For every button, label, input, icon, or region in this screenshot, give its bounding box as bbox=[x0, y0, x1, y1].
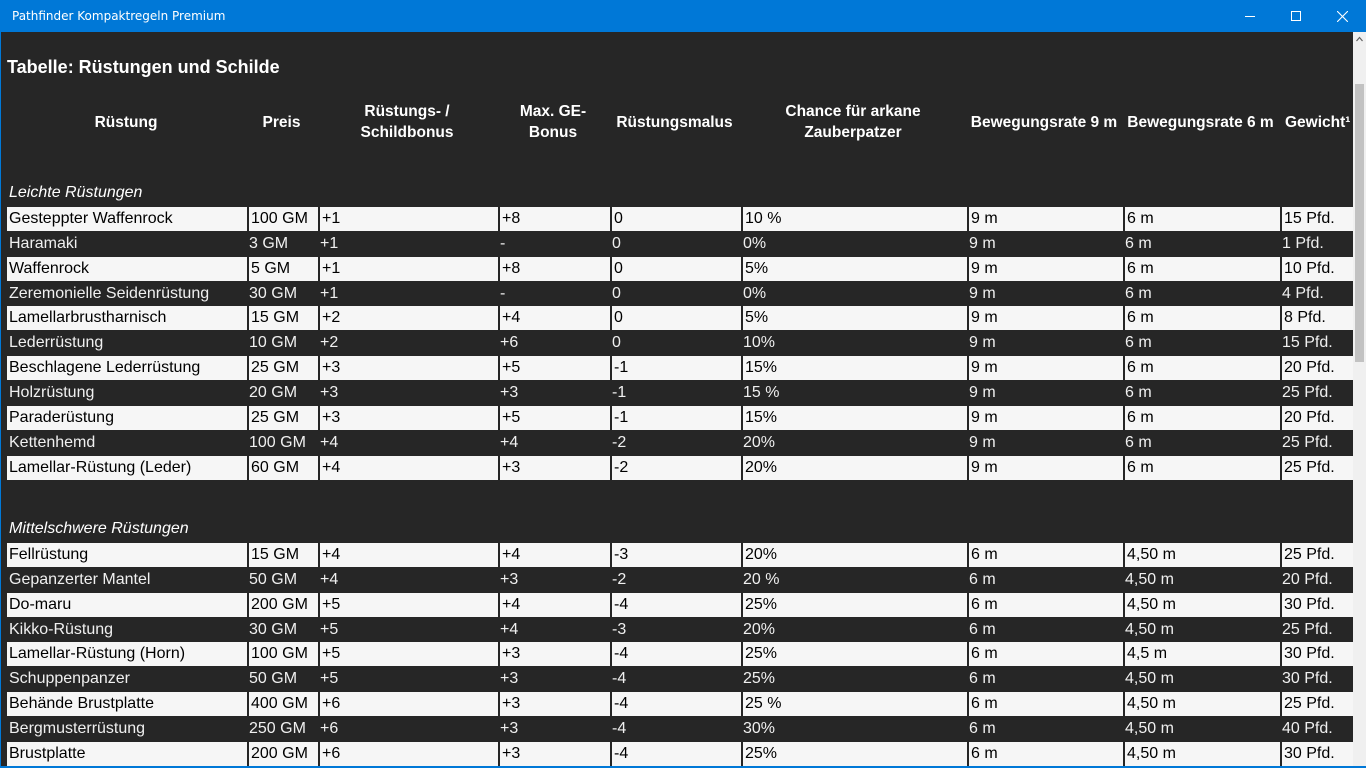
table-cell: 4 Pfd. bbox=[1282, 285, 1324, 302]
close-button[interactable] bbox=[1319, 0, 1365, 32]
table-cell: 15 % bbox=[743, 384, 780, 401]
table-row bbox=[7, 356, 1353, 380]
table-cell: 20 Pfd. bbox=[1282, 571, 1333, 588]
table-cell: -2 bbox=[610, 456, 741, 480]
content-area bbox=[1, 32, 1353, 766]
table-cell: Waffenrock bbox=[9, 260, 90, 277]
table-cell: Brustplatte bbox=[9, 745, 86, 762]
table-cell: +4 bbox=[320, 571, 339, 588]
table-cell: 20 % bbox=[743, 571, 780, 588]
table-cell: +4 bbox=[500, 621, 519, 638]
table-cell: +5 bbox=[498, 406, 610, 430]
table-cell: -2 bbox=[612, 571, 627, 588]
table-row bbox=[7, 456, 1353, 480]
table-row bbox=[7, 593, 1353, 617]
table-cell: 250 GM bbox=[249, 720, 306, 737]
table-cell: 30 GM bbox=[249, 285, 298, 302]
table-cell: Behände Brustplatte bbox=[9, 695, 154, 712]
table-cell: 10 % bbox=[741, 207, 967, 231]
title-bar[interactable] bbox=[0, 0, 1366, 32]
table-cell: 5% bbox=[741, 257, 967, 281]
table-cell: 6 m bbox=[1123, 456, 1280, 480]
table-cell: 25 GM bbox=[247, 356, 318, 380]
table-cell: -2 bbox=[612, 434, 627, 451]
table-cell: 9 m bbox=[969, 334, 996, 351]
table-cell: Haramaki bbox=[9, 235, 78, 252]
table-cell: 100 GM bbox=[249, 434, 306, 451]
table-cell: 6 m bbox=[1125, 334, 1152, 351]
table-cell: -4 bbox=[612, 720, 627, 737]
table-cell: Kettenhemd bbox=[9, 434, 96, 451]
table-cell: 25% bbox=[741, 593, 967, 617]
table-cell: 6 m bbox=[1125, 434, 1152, 451]
table-cell: 6 m bbox=[1123, 257, 1280, 281]
table-cell: 4,50 m bbox=[1123, 742, 1280, 766]
table-cell: 0% bbox=[743, 285, 767, 302]
table-cell: 15 Pfd. bbox=[1280, 207, 1353, 231]
table-cell: +4 bbox=[320, 434, 339, 451]
table-cell: Schuppenpanzer bbox=[9, 670, 130, 687]
column-header: Chance für arkane Zauberpatzer bbox=[785, 103, 921, 141]
table-cell: 6 m bbox=[1123, 406, 1280, 430]
table-cell: - bbox=[500, 235, 506, 252]
table-cell: 0% bbox=[743, 235, 767, 252]
table-cell: 4,5 m bbox=[1123, 642, 1280, 666]
table-cell: +5 bbox=[498, 356, 610, 380]
table-cell: 3 GM bbox=[249, 235, 289, 252]
table-cell: Zeremonielle Seidenrüstung bbox=[9, 285, 210, 302]
table-cell: 15% bbox=[741, 406, 967, 430]
table-cell: +3 bbox=[320, 384, 339, 401]
table-cell: +4 bbox=[318, 456, 498, 480]
table-cell: -4 bbox=[610, 593, 741, 617]
table-cell: 9 m bbox=[967, 306, 1123, 330]
table-cell: 25% bbox=[741, 742, 967, 766]
table-cell: +1 bbox=[318, 257, 498, 281]
table-cell: +2 bbox=[318, 306, 498, 330]
column-header: Gewicht¹ bbox=[1285, 113, 1351, 131]
table-cell: 10 GM bbox=[249, 334, 298, 351]
table-cell: Holzrüstung bbox=[9, 384, 95, 401]
vertical-scrollbar[interactable] bbox=[1353, 32, 1366, 766]
table-cell: Lamellar-Rüstung (Horn) bbox=[9, 645, 186, 662]
table-cell: 6 m bbox=[1123, 356, 1280, 380]
scrollbar-thumb[interactable] bbox=[1355, 84, 1364, 362]
table-cell: 4,50 m bbox=[1123, 692, 1280, 716]
table-cell: 20% bbox=[741, 543, 967, 567]
table-cell: +6 bbox=[318, 692, 498, 716]
table-cell: Bergmusterrüstung bbox=[9, 720, 146, 737]
minimize-icon bbox=[1245, 11, 1255, 21]
table-cell: 0 bbox=[610, 306, 741, 330]
table-cell: +8 bbox=[498, 257, 610, 281]
table-row bbox=[7, 331, 1353, 355]
table-cell: 6 m bbox=[967, 543, 1123, 567]
table-cell: +3 bbox=[500, 571, 519, 588]
table-cell: -4 bbox=[610, 692, 741, 716]
table-cell: +2 bbox=[320, 334, 339, 351]
table-cell: Fellrüstung bbox=[9, 546, 89, 563]
table-row bbox=[7, 642, 1353, 666]
table-cell: +5 bbox=[320, 670, 339, 687]
minimize-button[interactable] bbox=[1227, 0, 1273, 32]
table-cell: 6 m bbox=[1123, 306, 1280, 330]
table-row bbox=[7, 543, 1353, 567]
table-cell: 0 bbox=[612, 235, 621, 252]
column-header: Preis bbox=[262, 113, 301, 131]
table-row bbox=[7, 257, 1353, 281]
table-cell: 4,50 m bbox=[1125, 621, 1174, 638]
section-label: Mittelschwere Rüstungen bbox=[9, 520, 189, 537]
table-cell: Lederrüstung bbox=[9, 334, 104, 351]
table-cell: 6 m bbox=[1125, 235, 1152, 252]
table-cell: 9 m bbox=[969, 384, 996, 401]
table-cell: +5 bbox=[318, 642, 498, 666]
table-cell: Beschlagene Lederrüstung bbox=[9, 359, 201, 376]
table-row bbox=[7, 381, 1353, 405]
table-cell: 9 m bbox=[969, 285, 996, 302]
table-cell: 25% bbox=[743, 670, 776, 687]
maximize-icon bbox=[1291, 11, 1301, 21]
table-cell: 25 Pfd. bbox=[1282, 434, 1333, 451]
section-label: Leichte Rüstungen bbox=[9, 184, 143, 201]
table-cell: -1 bbox=[612, 384, 627, 401]
table-row bbox=[7, 306, 1353, 330]
table-cell: Lamellar-Rüstung (Leder) bbox=[9, 459, 192, 476]
table-cell: +4 bbox=[498, 306, 610, 330]
table-cell: 400 GM bbox=[247, 692, 318, 716]
table-cell: +6 bbox=[500, 334, 519, 351]
column-header: Rüstungs- / Schildbonus bbox=[360, 103, 454, 141]
table-cell: 6 m bbox=[969, 571, 996, 588]
table-cell: +3 bbox=[500, 720, 519, 737]
table-cell: 9 m bbox=[967, 257, 1123, 281]
column-header: Rüstungsmalus bbox=[616, 113, 733, 131]
table-cell: 9 m bbox=[967, 207, 1123, 231]
table-cell: 25% bbox=[741, 642, 967, 666]
table-cell: +3 bbox=[498, 742, 610, 766]
table-cell: +5 bbox=[320, 621, 339, 638]
table-cell: +3 bbox=[318, 356, 498, 380]
table-cell: 25 Pfd. bbox=[1282, 384, 1333, 401]
table-cell: +4 bbox=[498, 593, 610, 617]
table-cell: +1 bbox=[320, 235, 339, 252]
table-cell: Do-maru bbox=[9, 596, 72, 613]
table-cell: 50 GM bbox=[249, 571, 298, 588]
table-cell: +5 bbox=[318, 593, 498, 617]
table-cell: 20% bbox=[743, 621, 776, 638]
table-cell: -4 bbox=[610, 742, 741, 766]
table-cell: 6 m bbox=[1123, 207, 1280, 231]
table-cell: 8 Pfd. bbox=[1280, 306, 1353, 330]
table-cell: 25 Pfd. bbox=[1280, 456, 1353, 480]
column-header: Max. GE- Bonus bbox=[519, 103, 587, 141]
table-cell: 9 m bbox=[967, 356, 1123, 380]
table-cell: 6 m bbox=[967, 593, 1123, 617]
table-cell: 25 GM bbox=[247, 406, 318, 430]
table-cell: -4 bbox=[610, 642, 741, 666]
table-cell: Gesteppter Waffenrock bbox=[9, 210, 173, 227]
table-cell: Gepanzerter Mantel bbox=[9, 571, 151, 588]
table-cell: 25 Pfd. bbox=[1280, 692, 1353, 716]
table-row bbox=[7, 431, 1353, 455]
table-cell: +3 bbox=[498, 692, 610, 716]
table-cell: 6 m bbox=[969, 621, 996, 638]
table-cell: Lamellarbrustharnisch bbox=[9, 309, 167, 326]
table-cell: +3 bbox=[500, 384, 519, 401]
table-row bbox=[7, 568, 1353, 592]
table-cell: 6 m bbox=[969, 670, 996, 687]
table-cell: +3 bbox=[500, 670, 519, 687]
table-cell: 0 bbox=[612, 334, 621, 351]
table-cell: 30 Pfd. bbox=[1280, 642, 1353, 666]
table-cell: 20% bbox=[741, 456, 967, 480]
table-cell: +6 bbox=[318, 742, 498, 766]
table-cell: 20 Pfd. bbox=[1280, 356, 1353, 380]
column-header: Bewegungsrate 6 m bbox=[1127, 113, 1274, 131]
table-cell: 100 GM bbox=[247, 207, 318, 231]
table-cell: 4,50 m bbox=[1123, 543, 1280, 567]
table-cell: 4,50 m bbox=[1125, 720, 1174, 737]
table-cell: +1 bbox=[320, 285, 339, 302]
table-cell: 6 m bbox=[967, 692, 1123, 716]
table-cell: +3 bbox=[318, 406, 498, 430]
table-cell: - bbox=[500, 285, 506, 302]
table-cell: 0 bbox=[610, 207, 741, 231]
table-cell: 20% bbox=[743, 434, 776, 451]
table-cell: 60 GM bbox=[247, 456, 318, 480]
table-cell: 20 GM bbox=[249, 384, 298, 401]
table-cell: -3 bbox=[612, 621, 627, 638]
chevron-up-icon bbox=[1353, 32, 1366, 46]
table-row bbox=[7, 692, 1353, 716]
table-cell: 25 % bbox=[741, 692, 967, 716]
table-cell: -3 bbox=[610, 543, 741, 567]
table-cell: 9 m bbox=[967, 406, 1123, 430]
table-cell: 10 Pfd. bbox=[1280, 257, 1353, 281]
maximize-button[interactable] bbox=[1273, 0, 1319, 32]
table-cell: 30 Pfd. bbox=[1280, 742, 1353, 766]
table-cell: 0 bbox=[610, 257, 741, 281]
table-cell: 6 m bbox=[967, 742, 1123, 766]
close-icon bbox=[1337, 11, 1348, 22]
table-row bbox=[7, 232, 1353, 256]
table-cell: 9 m bbox=[969, 235, 996, 252]
table-cell: 10% bbox=[743, 334, 776, 351]
table-cell: -4 bbox=[612, 670, 627, 687]
table-cell: +3 bbox=[498, 456, 610, 480]
table-cell: 100 GM bbox=[247, 642, 318, 666]
table-cell: 15% bbox=[741, 356, 967, 380]
table-cell: 20 Pfd. bbox=[1280, 406, 1353, 430]
table-cell: 5 GM bbox=[247, 257, 318, 281]
table-cell: 25 Pfd. bbox=[1282, 621, 1333, 638]
table-row bbox=[7, 282, 1353, 306]
table-cell: 6 m bbox=[969, 720, 996, 737]
table-row bbox=[7, 618, 1353, 642]
table-cell: Kikko-Rüstung bbox=[9, 621, 114, 638]
table-cell: +8 bbox=[498, 207, 610, 231]
table-cell: +6 bbox=[320, 720, 339, 737]
column-header: Rüstung bbox=[94, 113, 158, 131]
page-title: Tabelle: Rüstungen und Schilde bbox=[7, 57, 280, 77]
table-cell: +3 bbox=[498, 642, 610, 666]
table-cell: 4,50 m bbox=[1125, 571, 1174, 588]
table-cell: 15 GM bbox=[247, 543, 318, 567]
table-cell: 15 GM bbox=[247, 306, 318, 330]
table-cell: 30 Pfd. bbox=[1282, 670, 1333, 687]
table-row bbox=[7, 742, 1353, 766]
table-cell: -1 bbox=[610, 356, 741, 380]
table-cell: 1 Pfd. bbox=[1282, 235, 1324, 252]
table-cell: -1 bbox=[610, 406, 741, 430]
table-cell: 6 m bbox=[967, 642, 1123, 666]
table-cell: 5% bbox=[741, 306, 967, 330]
table-cell: 9 m bbox=[967, 456, 1123, 480]
table-row bbox=[7, 717, 1353, 741]
table-cell: +4 bbox=[498, 543, 610, 567]
table-cell: 30 Pfd. bbox=[1280, 593, 1353, 617]
table-cell: 9 m bbox=[969, 434, 996, 451]
table-cell: Paraderüstung bbox=[9, 409, 114, 426]
table-cell: 6 m bbox=[1125, 384, 1152, 401]
table-cell: 15 Pfd. bbox=[1282, 334, 1333, 351]
scroll-up-button[interactable] bbox=[1353, 32, 1366, 46]
table-cell: 30% bbox=[743, 720, 776, 737]
table-cell: 4,50 m bbox=[1125, 670, 1174, 687]
table-cell: 40 Pfd. bbox=[1282, 720, 1333, 737]
column-header: Bewegungsrate 9 m bbox=[970, 113, 1118, 131]
table-row bbox=[7, 406, 1353, 430]
table-cell: 0 bbox=[612, 285, 621, 302]
table-cell: 30 GM bbox=[249, 621, 298, 638]
table-row bbox=[7, 667, 1353, 691]
table-cell: 25 Pfd. bbox=[1280, 543, 1353, 567]
table-cell: 4,50 m bbox=[1123, 593, 1280, 617]
app-title: Pathfinder Kompaktregeln Premium bbox=[12, 9, 226, 23]
table-cell: +4 bbox=[500, 434, 519, 451]
table-cell: 50 GM bbox=[249, 670, 298, 687]
table-cell: 200 GM bbox=[247, 742, 318, 766]
table-row bbox=[7, 207, 1353, 231]
table-cell: +1 bbox=[318, 207, 498, 231]
table-cell: +4 bbox=[318, 543, 498, 567]
table-cell: 200 GM bbox=[247, 593, 318, 617]
table-cell: 6 m bbox=[1125, 285, 1152, 302]
